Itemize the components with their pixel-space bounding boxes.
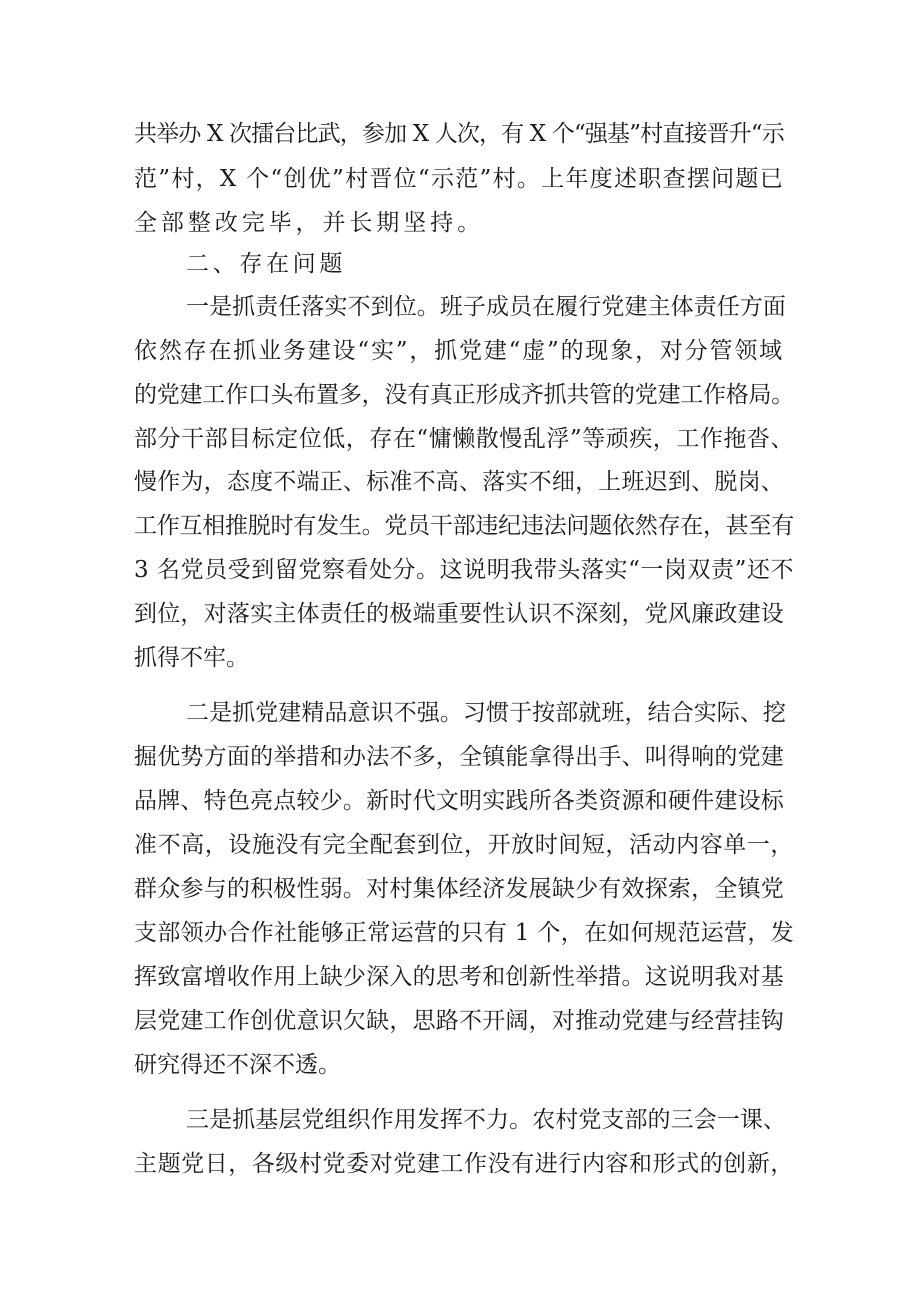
- text-line: 共举办 X 次擂台比武，参加 X 人次，有 X 个“强基”村直接晋升“示: [134, 121, 784, 147]
- text-line: 掘优势方面的举措和办法不多，全镇能拿得出手、叫得响的党建: [134, 744, 784, 770]
- text-line: 工作互相推脱时有发生。党员干部违纪违法问题依然存在，甚至有: [134, 513, 794, 539]
- text-line: 三是抓基层党组织作用发挥不力。农村党支部的三会一课、: [186, 1107, 786, 1133]
- section-heading: 二、存在问题: [186, 251, 346, 277]
- text-line: 主题党日，各级村党委对党建工作没有进行内容和形式的创新，: [134, 1151, 794, 1177]
- text-line: 到位，对落实主体责任的极端重要性认识不深刻，党风廉政建设: [134, 601, 784, 627]
- text-line: 挥致富增收作用上缺少深入的思考和创新性举措。这说明我对基: [134, 964, 784, 990]
- text-line: 范”村，X 个“创优”村晋位“示范”村。上年度述职查摆问题已: [134, 166, 784, 192]
- text-line: 一是抓责任落实不到位。班子成员在履行党建主体责任方面: [186, 294, 786, 320]
- text-line: 全部整改完毕，并长期坚持。: [134, 210, 484, 236]
- text-line: 研究得还不深不透。: [134, 1052, 341, 1078]
- text-line: 支部领办合作社能够正常运营的只有 1 个，在如何规范运营，发: [134, 920, 794, 946]
- text-line: 慢作为，态度不端正、标准不高、落实不细，上班迟到、脱岗、: [134, 469, 784, 495]
- text-line: 二是抓党建精品意识不强。习惯于按部就班，结合实际、挖: [186, 700, 786, 726]
- text-line: 部分干部目标定位低，存在“慵懒散慢乱浮”等顽疾，工作拖沓、: [134, 426, 794, 452]
- text-line: 的党建工作口头布置多，没有真正形成齐抓共管的党建工作格局。: [134, 382, 794, 408]
- text-line: 3 名党员受到留党察看处分。这说明我带头落实“一岗双责”还不: [134, 557, 794, 583]
- text-line: 依然存在抓业务建设“实”，抓党建“虚”的现象，对分管领域: [134, 338, 784, 364]
- text-line: 准不高，设施没有完全配套到位，开放时间短，活动内容单一，: [134, 832, 794, 858]
- text-line: 品牌、特色亮点较少。新时代文明实践所各类资源和硬件建设标: [134, 788, 784, 814]
- text-line: 层党建工作创优意识欠缺，思路不开阔，对推动党建与经营挂钩: [134, 1008, 784, 1034]
- text-line: 抓得不牢。: [134, 645, 249, 671]
- text-line: 群众参与的积极性弱。对村集体经济发展缺少有效探索，全镇党: [134, 876, 784, 902]
